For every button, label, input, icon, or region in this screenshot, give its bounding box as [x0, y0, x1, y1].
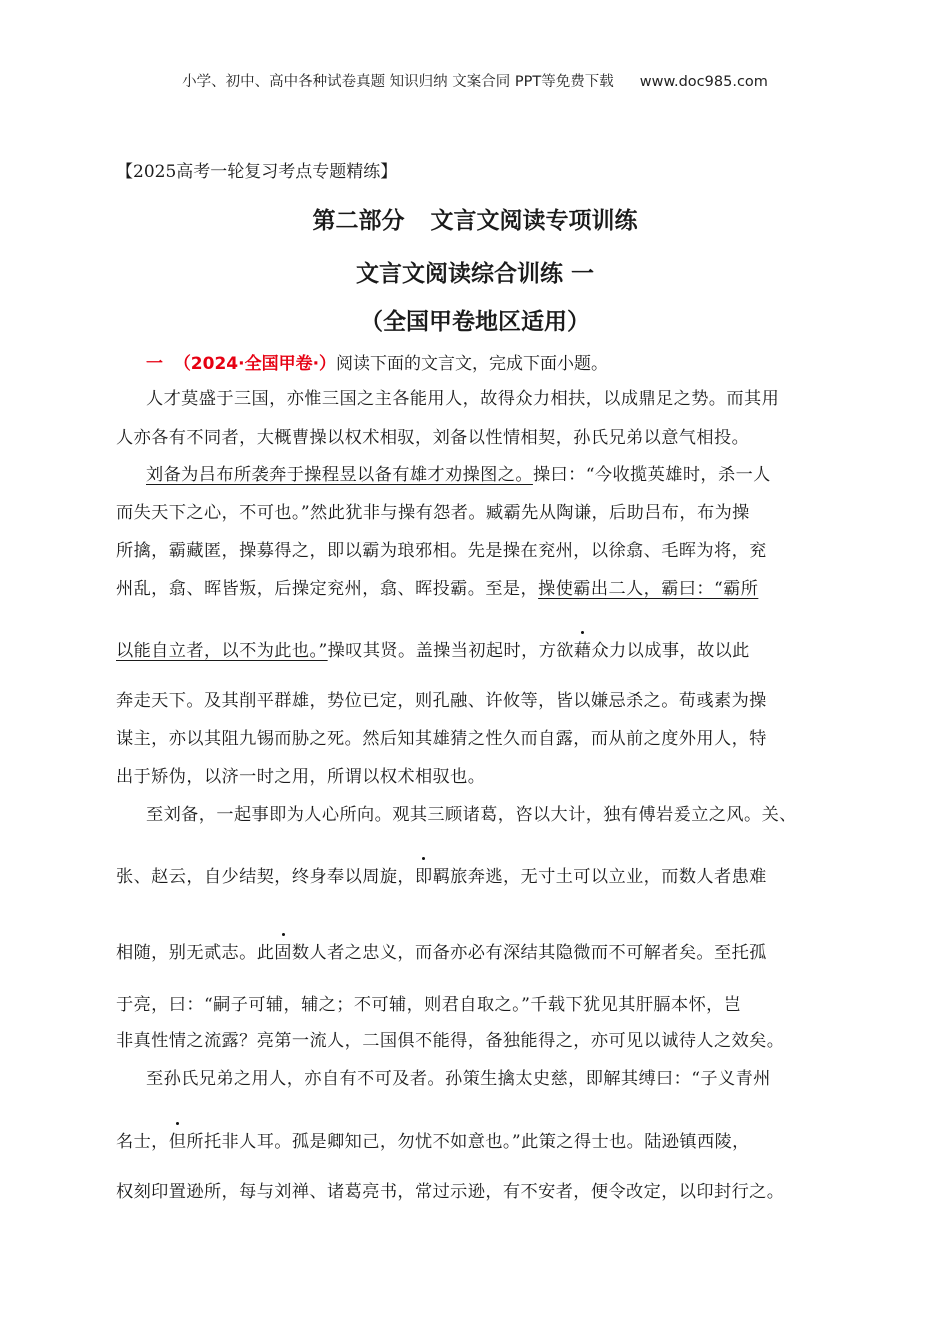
question-heading	[146, 349, 608, 374]
passage-text: 州乱，翕、晖皆叛，后操定兖州，翕、晖投霸。至是，	[116, 579, 539, 599]
header-url[interactable]: www.doc985.com	[639, 74, 768, 90]
passage-line: 人亦各有不同者，大概曹操以权术相驭，刘备以性情相契，孙氏兄弟以意气相投。	[116, 428, 750, 448]
part-title-a: 第二部分	[312, 208, 405, 234]
passage-text: 操曰：“今收揽英雄时，杀一人	[532, 465, 771, 485]
question-source: （2024·全国甲卷·）	[173, 354, 337, 374]
passage-line	[116, 862, 767, 887]
passage-text: 羁旅奔逃，无寸土可以立业，而数人者患难	[432, 867, 767, 887]
passage-text: 众力以成事，故以此	[591, 641, 750, 661]
part-title-b: 文言文阅读专项训练	[430, 208, 638, 234]
passage-line: 至孙氏兄弟之用人，亦自有不可及者。孙策生擒太史慈，即解其缚曰：“子义青州	[146, 1069, 771, 1089]
passage-line: 人才莫盛于三国，亦惟三国之主各能用人，故得众力相扶，以成鼎足之势。而其用	[146, 389, 780, 409]
passage-line: 谋主，亦以其阻九锡而胁之死。然后知其雄猜之性久而自露，而从前之度外用人，特	[116, 729, 767, 749]
passage-line: 所擒，霸藏匿，操募得之，即以霸为琅邪相。先是操在兖州，以徐翕、毛晖为将，兖	[116, 541, 767, 561]
scope-note: （全国甲卷地区适用）	[360, 309, 590, 335]
passage-line: 而失天下之心，不可也。”然此犹非与操有怨者。臧霸先从陶谦，后助吕布，布为操	[116, 503, 750, 523]
passage-line	[116, 574, 758, 599]
subtitle: 文言文阅读综合训练 一	[355, 261, 594, 287]
site-header	[0, 70, 950, 91]
passage-text: 数人者之忠义，而备亦必有深结其隐微而不可解者矣。至托孤	[291, 943, 767, 963]
passage-text: 操叹其贤。盖操当初起时，方欲	[327, 641, 574, 661]
part-title	[0, 202, 950, 235]
passage-line	[116, 938, 767, 963]
question-number: 一	[146, 354, 163, 374]
dotted-char: 即	[415, 862, 433, 887]
passage-line	[146, 460, 771, 485]
passage-line: 至刘备，一起事即为人心所向。观其三顾诸葛，咨以大计，独有傅岩爰立之风。关、	[146, 805, 797, 825]
passage-line: 于亮，曰：“嗣子可辅，辅之；不可辅，则君自取之。”千载下犹见其肝膈本怀，岂	[116, 995, 742, 1015]
topic-tag: 【2025高考一轮复习考点专题精练】	[116, 162, 398, 182]
passage-line: 权刻印置逊所，每与刘禅、诸葛亮书，常过示逊，有不安者，便令改定，以印封行之。	[116, 1182, 785, 1202]
passage-line: 非真性情之流露？亮第一流人，二国俱不能得，备独能得之，亦可见以诚待人之效矣。	[116, 1031, 785, 1051]
passage-text: 所托非人耳。孤是卿知己，勿忧不如意也。”此策之得士也。陆逊镇西陵，	[186, 1132, 750, 1152]
passage-text: 相随，别无贰志。此	[116, 943, 275, 963]
passage-line: 奔走天下。及其削平群雄，势位已定，则孔融、许攸等，皆以嫌忌杀之。荀彧素为操	[116, 691, 767, 711]
passage-line: 出于矫伪，以济一时之用，所谓以权术相驭也。	[116, 767, 486, 787]
underlined-sentence: 刘备为吕布所袭奔于操程昱以备有雄才劝操图之。	[146, 465, 533, 485]
passage-text: 名士，	[116, 1132, 169, 1152]
passage-text: 张、赵云，自少结契，终身奉以周旋，	[116, 867, 415, 887]
underlined-sentence: 操使霸出二人，霸曰：“霸所	[538, 579, 759, 599]
passage-line	[116, 1127, 750, 1152]
dotted-char: 固	[274, 938, 292, 963]
dotted-char: 但	[169, 1127, 187, 1152]
passage-line	[116, 636, 750, 661]
dotted-char: 藉	[574, 636, 592, 661]
header-text: 小学、初中、高中各种试卷真题 知识归纳 文案合同 PPT等免费下载	[182, 74, 614, 90]
question-instruction: 阅读下面的文言文，完成下面小题。	[336, 354, 609, 374]
underlined-sentence: 以能自立者，以不为此也。”	[116, 641, 328, 661]
